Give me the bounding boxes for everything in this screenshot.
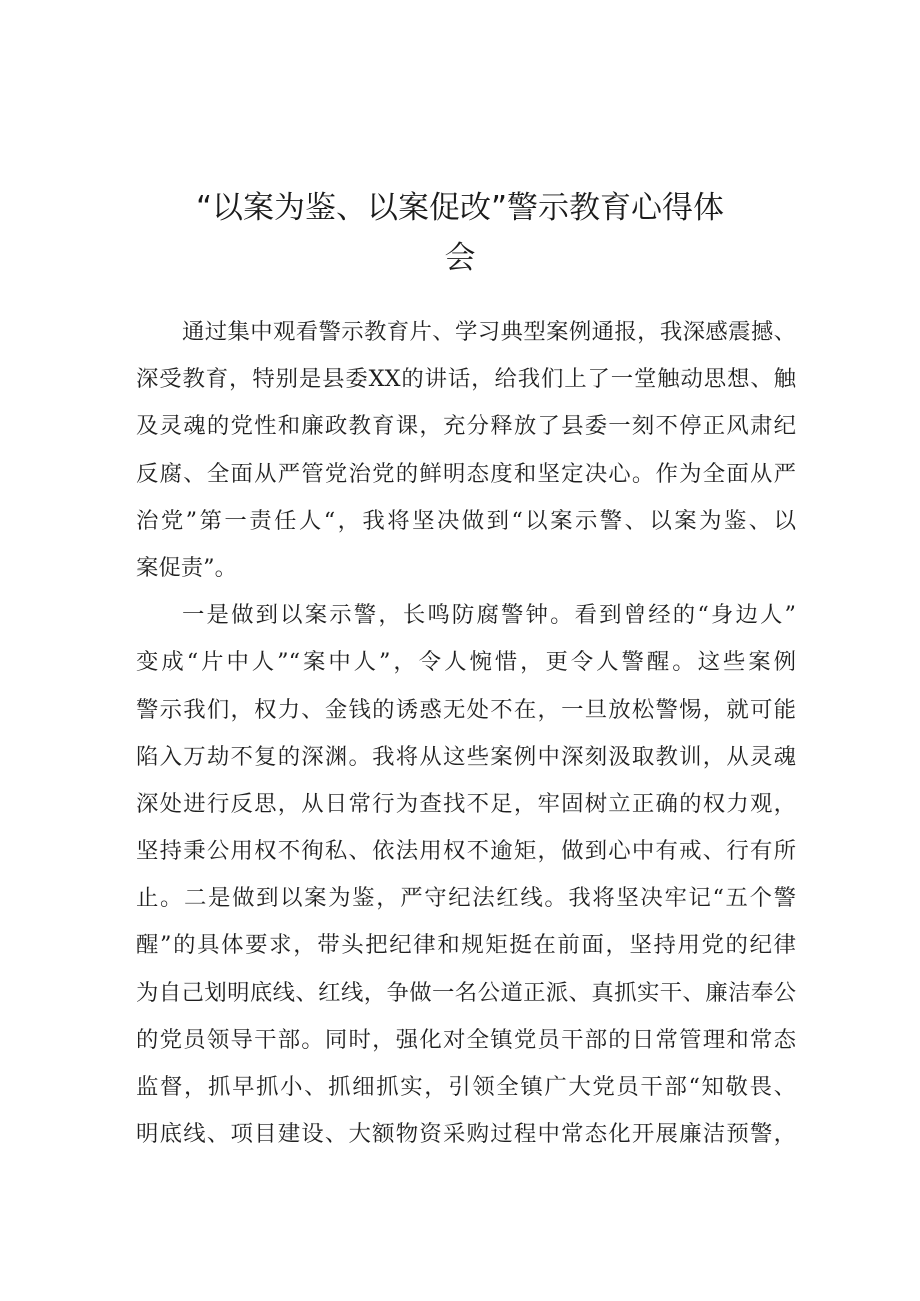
paragraph-1-line: 通过集中观看警示教育片、学习典型案例通报，我深感震撼、 [182, 319, 796, 345]
title-line: “以案为鉴、以案促改”警示教育心得体 [195, 189, 725, 226]
paragraph-2-line: 警示我们，权力、金钱的诱惑无处不在，一旦放松警惕，就可能 [136, 696, 796, 723]
paragraph-1-line: 及灵魂的党性和廉政教育课，充分释放了县委一刻不停正风肃纪 [136, 413, 796, 440]
paragraph-2-line: 止。二是做到以案为鉴，严守纪法红线。我将坚决牢记“五个警 [136, 885, 796, 912]
document-title [130, 183, 790, 283]
paragraph-2-line: 的党员领导干部。同时，强化对全镇党员干部的日常管理和常态 [136, 1026, 796, 1053]
paragraph-2-line: 坚持秉公用权不徇私、依法用权不逾矩，做到心中有戒、行有所 [136, 838, 796, 865]
title-line: 会 [444, 239, 476, 276]
paragraph-1-line: 案促责”。 [136, 554, 238, 581]
paragraph-2-line: 深处进行反思，从日常行为查找不足，牢固树立正确的权力观， [136, 790, 796, 817]
paragraph-1-line: 反腐、全面从严管党治党的鲜明态度和坚定决心。作为全面从严 [136, 460, 796, 487]
paragraph-1-line: 治党”第一责任人“，我将坚决做到“以案示警、以案为鉴、以 [136, 507, 796, 534]
paragraph-2-line: 醒”的具体要求，带头把纪律和规矩挺在前面，坚持用党的纪律 [136, 932, 796, 959]
paragraph-2-line: 变成“片中人”“案中人”，令人惋惜，更令人警醒。这些案例 [136, 649, 796, 676]
paragraph-2-line: 监督，抓早抓小、抓细抓实，引领全镇广大党员干部“知敬畏、 [136, 1074, 796, 1100]
paragraph-2-line: 为自己划明底线、红线，争做一名公道正派、真抓实干、廉洁奉公 [136, 979, 796, 1006]
paragraph-2-line: 明底线、项目建设、大额物资采购过程中常态化开展廉洁预警， [136, 1121, 796, 1148]
paragraph-1-line: 深受教育，特别是县委XX的讲话，给我们上了一堂触动思想、触 [136, 366, 796, 393]
paragraph-2-line: 一是做到以案示警，长鸣防腐警钟。看到曾经的“身边人” [182, 602, 796, 629]
document-body [136, 309, 796, 1158]
paragraph-2-line: 陷入万劫不复的深渊。我将从这些案例中深刻汲取教训，从灵魂 [136, 743, 796, 770]
